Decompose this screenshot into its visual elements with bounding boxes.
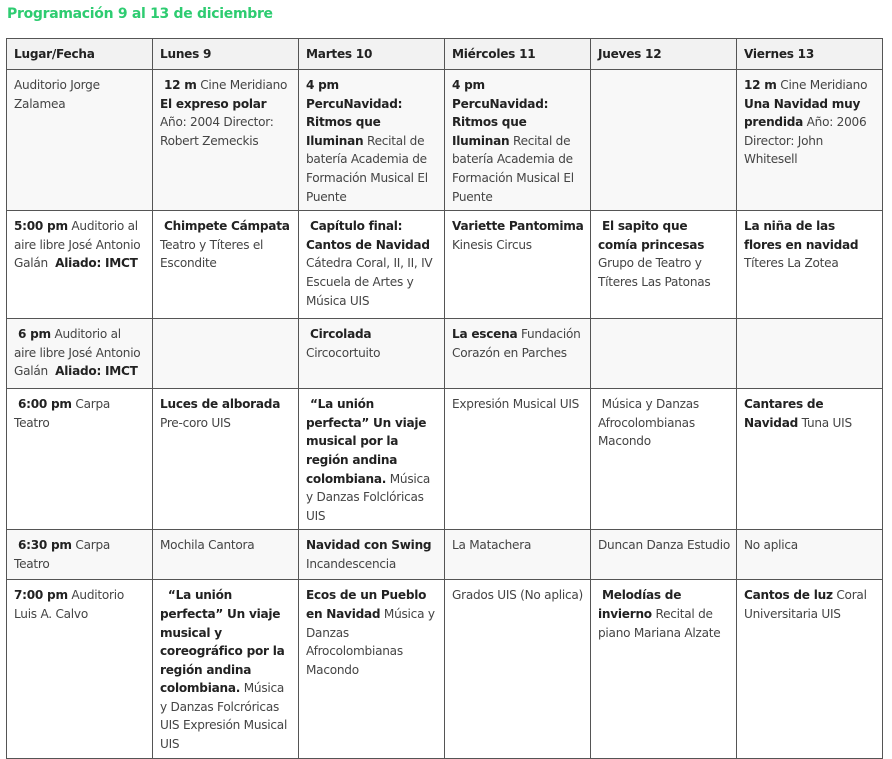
cell-bold-text: Cantos de luz [744,588,833,603]
cell-text: Cine Meridiano [776,78,871,92]
cell-bold-text: 7:00 pm [14,588,68,603]
event-cell [153,389,299,530]
event-cell [737,530,883,580]
event-cell [737,319,883,389]
schedule-table [6,38,883,759]
event-cell [591,389,737,530]
cell-text: Recital de batería Academia de Formación Musical El Puente [452,133,578,204]
venue-cell [7,530,153,580]
cell-text: Kinesis Circus [452,219,588,252]
column-header: Lunes 9 [153,39,299,70]
cell-text: Música y Danzas Folcróricas UIS Expresión Musical UIS [160,681,291,752]
cell-bold-text: El expreso polar [160,96,267,111]
cell-bold-text: Chimpete Cámpata [160,219,290,234]
cell-text: Mochila Cantora [160,538,255,553]
cell-text: Año: 2004 Director: Robert Zemeckis [160,96,278,148]
column-header: Miércoles 11 [445,39,591,70]
cell-text: Carpa Teatro [14,397,114,430]
cell-text: Año: 2006 Director: John Whitesell [744,115,871,167]
cell-text: Tuna UIS [798,415,852,430]
venue-cell [7,389,153,530]
cell-text: Recital de batería Academia de Formación Musical El Puente [306,133,432,204]
cell-bold-text: Circolada [306,327,372,342]
event-cell [591,580,737,758]
cell-text: Títeres La Zotea [744,237,862,271]
cell-text: Música y Danzas Afrocolombianas Macondo [306,606,439,677]
event-cell [591,319,737,389]
cell-bold-text: El sapito que comía princesas [598,219,705,252]
cell-text: Incandescencia [306,538,435,571]
event-cell [445,70,591,211]
table-row [7,389,883,530]
cell-text: Coral Universitaria UIS [744,588,871,621]
column-header: Viernes 13 [737,39,883,70]
cell-text: Auditorio al aire libre José Antonio Galán [14,219,145,271]
table-row [7,70,883,211]
cell-bold-text: 5:00 pm [14,219,68,234]
cell-text: Auditorio Jorge Zalamea [14,78,104,111]
event-cell [591,211,737,319]
cell-bold-text: Ecos de un Pueblo en Navidad [306,588,431,621]
event-cell [299,319,445,389]
cell-text: Fundación Corazón en Parches [452,327,585,360]
cell-text: Pre-coro UIS [160,397,284,430]
event-cell [737,389,883,530]
table-row [7,319,883,389]
cell-text: Auditorio Luis A. Calvo [14,588,128,621]
cell-text: Música y Danzas Afrocolombianas Macondo [598,397,703,449]
cell-bold-text: Luces de alborada [160,397,281,412]
event-cell [153,211,299,319]
cell-bold-text: Aliado: IMCT [55,256,138,271]
event-cell [445,211,591,319]
event-cell [153,319,299,389]
table-row [7,211,883,319]
venue-cell [7,70,153,211]
cell-bold-text: Capítulo final: Cantos de Navidad [306,219,430,252]
event-cell [591,70,737,211]
event-cell [299,530,445,580]
event-cell [445,319,591,389]
page-title: Programación 9 al 13 de diciembre [7,6,273,22]
event-cell [299,211,445,319]
cell-text: La Matachera [452,538,532,553]
column-header: Jueves 12 [591,39,737,70]
cell-text: Grupo de Teatro y Títeres Las Patonas [598,237,711,289]
cell-text: Auditorio al aire libre José Antonio Galán [14,327,145,379]
cell-bold-text: Melodías de invierno [598,588,686,621]
cell-bold-text: 12 m [744,78,777,92]
event-cell [737,580,883,758]
event-cell [591,530,737,580]
cell-bold-text: Aliado: IMCT [55,364,138,379]
cell-bold-text: 4 pm PercuNavidad: Ritmos que Iluminan [306,78,407,148]
event-cell [737,211,883,319]
column-header: Lugar/Fecha [7,39,153,70]
cell-text: Grados UIS (No aplica) [452,588,584,603]
cell-text: Duncan Danza Estudio [598,538,730,553]
cell-bold-text: Variette Pantomima [452,219,584,234]
cell-text: Expresión Musical UIS [452,397,580,412]
cell-bold-text: 6:00 pm [14,397,72,412]
cell-text: Teatro y Títeres el Escondite [160,219,294,271]
venue-cell [7,319,153,389]
cell-bold-text: La niña de las flores en navidad [744,219,859,252]
event-cell [299,580,445,758]
event-cell [153,580,299,758]
event-cell [153,70,299,211]
cell-text: Circocortuito [306,327,381,360]
cell-bold-text: Navidad con Swing [306,538,432,553]
cell-text: Cine Meridiano [196,78,291,92]
cell-bold-text: “La unión perfecta” Un viaje musical y coreográfico por la región andina colombiana. [160,588,289,696]
cell-bold-text: 12 m [160,78,197,92]
event-cell [737,70,883,211]
cell-bold-text: 6:30 pm [14,538,72,553]
cell-text: No aplica [744,538,798,553]
cell-text: Carpa Teatro [14,538,114,571]
cell-text: Música y Danzas Folclóricas UIS [306,471,434,523]
cell-bold-text: 4 pm PercuNavidad: Ritmos que Iluminan [452,78,553,148]
table-header-row [7,39,883,70]
cell-text: Cátedra Coral, II, II, IV Escuela de Artes y Música UIS [306,237,437,308]
event-cell [445,389,591,530]
table-row [7,580,883,758]
table-row [7,530,883,580]
cell-bold-text: Cantares de Navidad [744,397,828,430]
venue-cell [7,580,153,758]
cell-text: Recital de piano Mariana Alzate [598,606,721,640]
column-header: Martes 10 [299,39,445,70]
event-cell [445,580,591,758]
cell-bold-text: 6 pm [14,327,51,342]
venue-cell [7,211,153,319]
event-cell [153,530,299,580]
event-cell [299,389,445,530]
event-cell [445,530,591,580]
cell-bold-text: Una Navidad muy prendida [744,96,865,130]
cell-bold-text: La escena [452,327,518,342]
cell-bold-text: “La unión perfecta” Un viaje musical por la región andina colombiana. [306,397,431,486]
event-cell [299,70,445,211]
